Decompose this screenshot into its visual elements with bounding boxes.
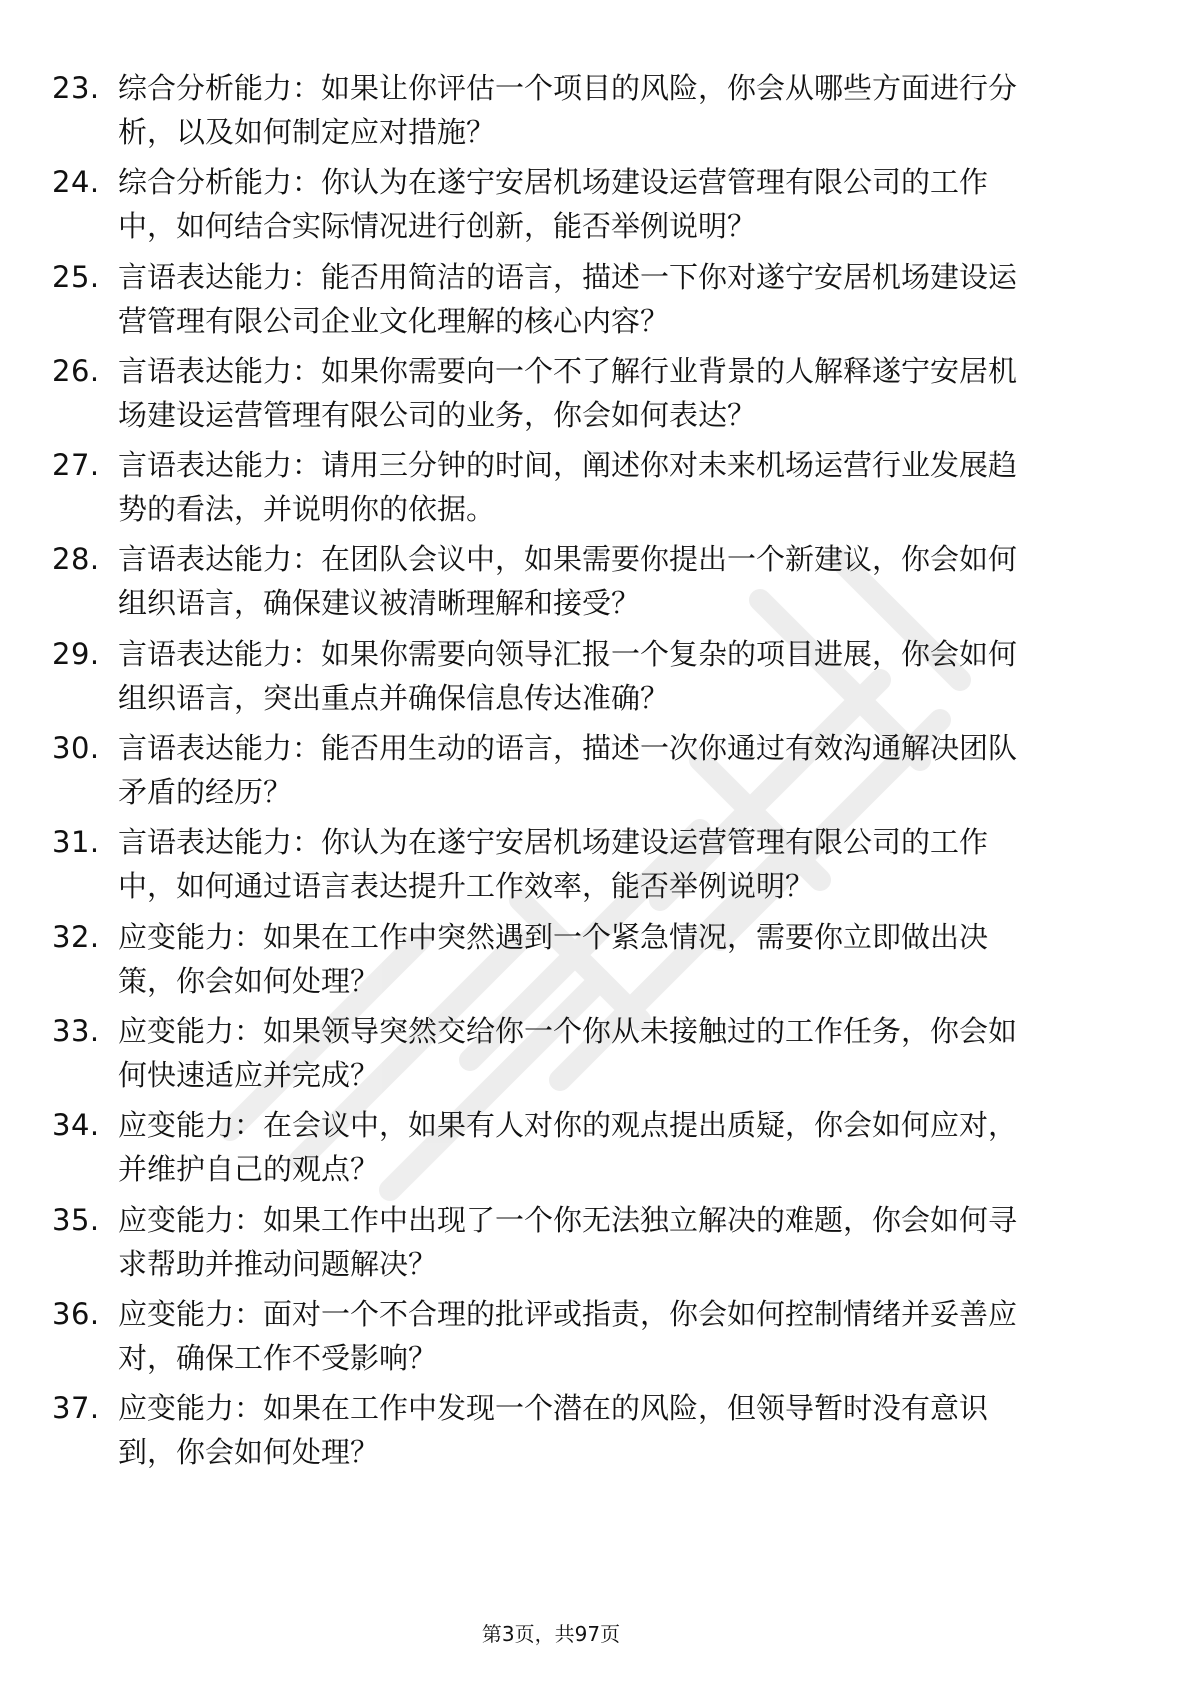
question-text: 言语表达能力：能否用生动的语言，描述一次你通过有效沟通解决团队矛盾的经历？ [118, 731, 1018, 810]
question-number: 33. [52, 1013, 100, 1048]
list-item [52, 1292, 1032, 1386]
list-item [52, 66, 1032, 160]
question-text: 言语表达能力：请用三分钟的时间，阐述你对未来机场运营行业发展趋势的看法，并说明你的依据。 [118, 448, 1018, 527]
list-item [52, 349, 1032, 443]
question-list [52, 66, 1032, 1480]
question-text: 综合分析能力：如果让你评估一个项目的风险，你会从哪些方面进行分析，以及如何制定应对措施？ [118, 71, 1018, 149]
list-item [52, 537, 1032, 631]
list-item [52, 443, 1032, 537]
list-item [52, 1103, 1032, 1197]
question-text: 言语表达能力：如果你需要向一个不了解行业背景的人解释遂宁安居机场建设运营管理有限公司的业务，你会如何表达？ [118, 353, 1018, 432]
question-number: 34. [52, 1108, 100, 1143]
question-number: 31. [52, 825, 100, 860]
page-footer: 第3页，共97页 [481, 1622, 621, 1646]
question-number: 27. [52, 448, 100, 483]
question-number: 23. [52, 71, 100, 105]
question-number: 24. [52, 165, 100, 200]
question-text: 言语表达能力：能否用简洁的语言，描述一下你对遂宁安居机场建设运营管理有限公司企业文化理解的核心内容？ [118, 259, 1018, 338]
question-number: 36. [52, 1296, 100, 1331]
question-text: 应变能力：如果在工作中发现一个潜在的风险，但领导暂时没有意识到，你会如何处理？ [118, 1391, 989, 1470]
question-number: 25. [52, 259, 100, 294]
list-item [52, 1198, 1032, 1292]
question-text: 应变能力：如果领导突然交给你一个你从未接触过的工作任务，你会如何快速适应并完成？ [118, 1013, 1018, 1092]
question-text: 应变能力：如果工作中出现了一个你无法独立解决的难题，你会如何寻求帮助并推动问题解决？ [118, 1202, 1018, 1281]
question-number: 37. [52, 1391, 100, 1426]
question-number: 29. [52, 636, 100, 671]
list-item [52, 726, 1032, 820]
question-text: 应变能力：在会议中，如果有人对你的观点提出质疑，你会如何应对，并维护自己的观点？ [118, 1108, 1018, 1187]
question-text: 言语表达能力：如果你需要向领导汇报一个复杂的项目进展，你会如何组织语言，突出重点并确保信息传达准确？ [118, 636, 1018, 715]
question-text: 言语表达能力：在团队会议中，如果需要你提出一个新建议，你会如何组织语言，确保建议被清晰理解和接受？ [118, 542, 1018, 621]
list-item [52, 632, 1032, 726]
list-item [52, 1009, 1032, 1103]
question-text: 综合分析能力：你认为在遂宁安居机场建设运营管理有限公司的工作中，如何结合实际情况进行创新，能否举例说明？ [118, 165, 989, 244]
question-number: 26. [52, 353, 100, 388]
question-text: 言语表达能力：你认为在遂宁安居机场建设运营管理有限公司的工作中，如何通过语言表达提升工作效率，能否举例说明？ [118, 825, 989, 904]
question-number: 32. [52, 919, 100, 954]
question-text: 应变能力：如果在工作中突然遇到一个紧急情况，需要你立即做出决策，你会如何处理？ [118, 919, 989, 998]
question-number: 28. [52, 542, 100, 577]
question-text: 应变能力：面对一个不合理的批评或指责，你会如何控制情绪并妥善应对，确保工作不受影响？ [118, 1296, 1018, 1375]
list-item [52, 915, 1032, 1009]
list-item [52, 160, 1032, 254]
question-number: 30. [52, 731, 100, 766]
list-item [52, 1386, 1032, 1480]
question-number: 35. [52, 1202, 100, 1237]
list-item [52, 820, 1032, 914]
list-item [52, 255, 1032, 349]
